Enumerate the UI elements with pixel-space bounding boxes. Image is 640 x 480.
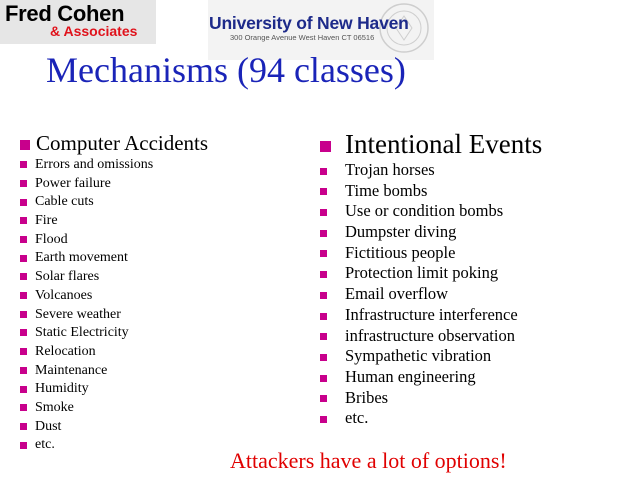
intentional-event-item <box>320 201 542 222</box>
unh-logo-address: 300 Orange Avenue West Haven CT 06516 <box>230 33 375 42</box>
square-bullet-icon <box>320 230 327 237</box>
intentional-event-item <box>320 305 542 326</box>
intentional-event-item <box>320 181 542 202</box>
square-bullet-icon <box>20 386 27 393</box>
accident-item <box>20 418 208 437</box>
intentional-event-item-label: Dumpster diving <box>345 222 457 242</box>
accidents-heading-label: Computer Accidents <box>36 131 209 155</box>
accident-item-label: Volcanoes <box>35 287 93 303</box>
accident-item-label: Static Electricity <box>35 325 129 341</box>
square-bullet-icon <box>20 273 27 280</box>
intentional-event-item <box>320 284 542 305</box>
square-bullet-icon <box>20 161 27 168</box>
intentional-event-item-label: Fictitious people <box>345 242 456 262</box>
square-bullet-icon <box>320 416 327 423</box>
accident-item-label: Flood <box>35 231 68 247</box>
accident-item <box>20 343 208 362</box>
accident-item <box>20 399 208 418</box>
accident-item-label: Earth movement <box>35 250 128 266</box>
accident-item <box>20 175 208 194</box>
square-bullet-icon <box>320 168 327 175</box>
accident-item <box>20 156 208 175</box>
intentional-event-item-label: Time bombs <box>345 180 428 200</box>
intentional-event-item <box>320 408 542 429</box>
accident-item-label: etc. <box>35 437 55 453</box>
accident-item-label: Humidity <box>35 381 89 397</box>
intentional-event-item <box>320 160 542 181</box>
square-bullet-icon <box>20 217 27 224</box>
accident-item-label: Severe weather <box>35 306 121 322</box>
square-bullet-icon <box>20 329 27 336</box>
square-bullet-icon <box>20 292 27 299</box>
accident-item <box>20 249 208 268</box>
unh-logo-name: University of New Haven <box>209 13 409 33</box>
fred-cohen-logo-name: Fred Cohen <box>5 1 125 26</box>
accident-item-label: Relocation <box>35 343 96 359</box>
intentional-event-item <box>320 388 542 409</box>
intentional-event-item-label: Bribes <box>345 387 389 407</box>
fred-cohen-logo-subtitle: & Associates <box>50 23 138 39</box>
square-bullet-icon <box>20 348 27 355</box>
accidents-heading <box>20 130 208 156</box>
intentional-event-item-label: Protection limit poking <box>345 263 499 283</box>
accident-item-label: Dust <box>35 418 62 434</box>
intentional-event-item <box>320 243 542 264</box>
slide-title: Mechanisms (94 classes) <box>46 50 406 90</box>
intentional-event-item <box>320 326 542 347</box>
square-bullet-icon <box>20 311 27 318</box>
intentional-event-item-label: Use or condition bombs <box>345 201 504 221</box>
accident-item-label: Fire <box>35 213 58 229</box>
accident-item <box>20 287 208 306</box>
square-bullet-icon <box>20 367 27 374</box>
square-bullet-icon <box>20 140 30 150</box>
square-bullet-icon <box>320 250 327 257</box>
accident-item-label: Smoke <box>35 399 74 415</box>
square-bullet-icon <box>320 271 327 278</box>
accident-item-label: Solar flares <box>35 269 100 285</box>
intentional-event-item-label: Email overflow <box>345 284 449 304</box>
intentional-event-item-label: Sympathetic vibration <box>345 346 492 366</box>
square-bullet-icon <box>320 313 327 320</box>
intentional-event-item-label: Human engineering <box>345 366 476 386</box>
square-bullet-icon <box>20 442 27 449</box>
accident-item-label: Errors and omissions <box>35 157 154 172</box>
intentional-event-item <box>320 263 542 284</box>
square-bullet-icon <box>320 209 327 216</box>
intentional-event-item <box>320 367 542 388</box>
square-bullet-icon <box>20 423 27 430</box>
intentional-event-item <box>320 222 542 243</box>
accidents-list <box>20 130 208 455</box>
square-bullet-icon <box>320 141 331 152</box>
accident-item <box>20 231 208 250</box>
square-bullet-icon <box>20 255 27 262</box>
square-bullet-icon <box>320 292 327 299</box>
intentional-event-item-label: Trojan horses <box>345 160 435 179</box>
square-bullet-icon <box>20 199 27 206</box>
accident-item <box>20 380 208 399</box>
tagline: Attackers have a lot of options! <box>230 448 507 473</box>
intentional-event-item-label: Infrastructure interference <box>345 304 518 324</box>
square-bullet-icon <box>320 188 327 195</box>
square-bullet-icon <box>320 333 327 340</box>
intentional-heading-label: Intentional Events <box>345 129 543 159</box>
accident-item-label: Power failure <box>35 175 111 191</box>
accident-item <box>20 436 208 455</box>
square-bullet-icon <box>20 236 27 243</box>
accident-item <box>20 306 208 325</box>
square-bullet-icon <box>320 375 327 382</box>
accident-item <box>20 193 208 212</box>
square-bullet-icon <box>320 354 327 361</box>
intentional-event-item-label: infrastructure observation <box>345 325 515 345</box>
accident-item <box>20 324 208 343</box>
accident-item <box>20 212 208 231</box>
intentional-heading <box>320 129 542 160</box>
fred-cohen-logo <box>0 0 156 44</box>
accident-item <box>20 268 208 287</box>
square-bullet-icon <box>20 404 27 411</box>
intentional-event-item-label: etc. <box>345 408 369 428</box>
intentional-event-item <box>320 346 542 367</box>
accident-item-label: Cable cuts <box>35 194 94 210</box>
accident-item-label: Maintenance <box>35 362 108 378</box>
square-bullet-icon <box>320 395 327 402</box>
square-bullet-icon <box>20 180 27 187</box>
accident-item <box>20 362 208 381</box>
intentional-list <box>320 129 542 429</box>
